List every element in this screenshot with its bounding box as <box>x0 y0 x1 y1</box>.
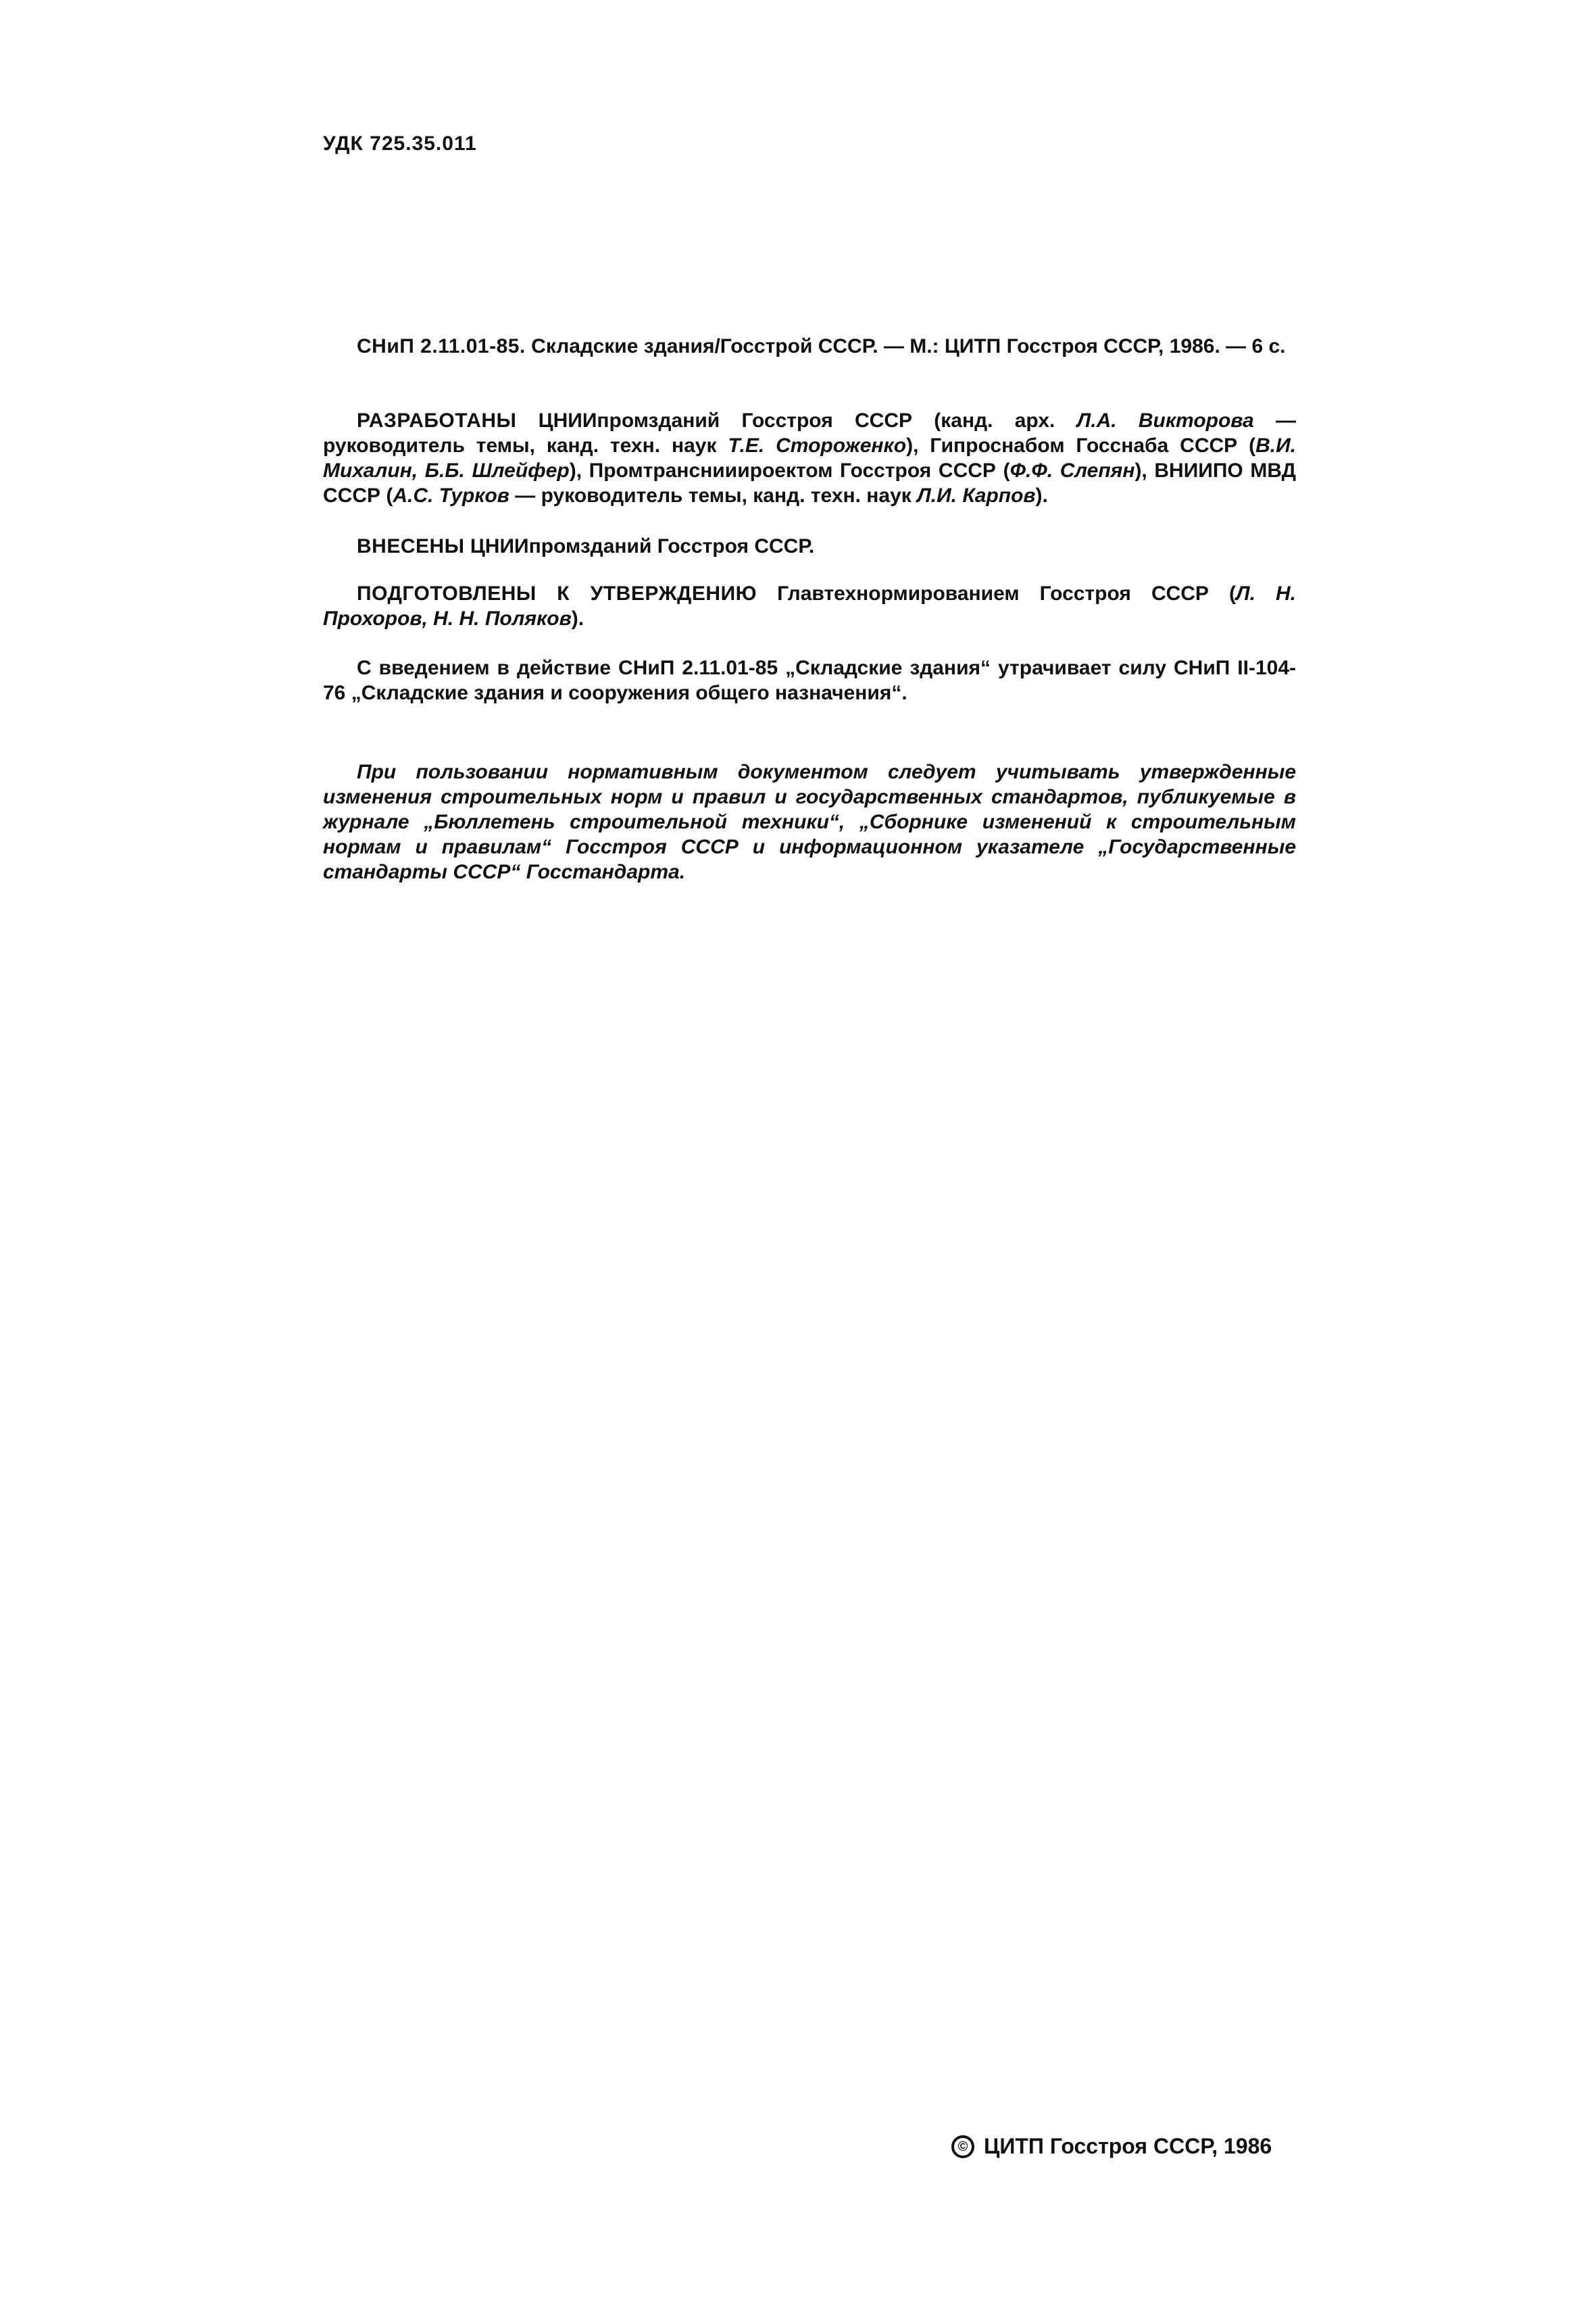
developed-text: — руководитель темы, канд. техн. наук <box>323 409 1296 457</box>
person-name: Т.Е. Стороженко <box>728 434 907 457</box>
citation-text: Складские здания/Госстрой СССР. — М.: ЦИТП Госстроя СССР, 1986. — 6 с. <box>525 335 1286 357</box>
developed-text: ), Промтранснииироектом Госстроя СССР ( <box>569 459 1010 482</box>
bibliographic-citation <box>323 334 1296 359</box>
introduced-by-paragraph <box>323 534 1296 559</box>
person-name: Л. Н. Прохоров, Н. Н. Поляков <box>323 582 1296 630</box>
prepared-text: ). <box>571 607 584 630</box>
introduced-label: ВНЕСЕНЫ <box>357 535 465 557</box>
person-name: Ф.Ф. Слепян <box>1009 459 1135 482</box>
replacement-text: С введением в действие СНиП 2.11.01-85 „Складские здания“ утрачивает силу СНиП II-104-76 „Складские здания и сооружения общего назначения“. <box>323 657 1296 704</box>
developed-text: — руководитель темы, канд. техн. наук <box>509 484 918 507</box>
usage-note-text: При пользовании нормативным документом следует учитывать утвержденные изменения строительных норм и правил и государственных стандартов, публикуемые в журнале „Бюллетень строительной техники“, „Сборнике изменений к строительным нормам и правилам“ Госстроя СССР и информационном указателе „Государственные стандарты СССР“ Госстандарта. <box>323 761 1296 883</box>
person-name: Л.А. Викторова <box>1076 409 1254 432</box>
developed-text: ), Гипроснабом Госснаба СССР ( <box>906 434 1256 457</box>
person-name: В.И. Михалин, Б.Б. Шлейфер <box>323 434 1296 482</box>
developed-text: ), ВНИИПО МВД СССР ( <box>323 459 1297 507</box>
copyright-line <box>951 2134 1272 2159</box>
prepared-text: Главтехнормированием Госстроя СССР ( <box>757 582 1236 605</box>
prepared-label: ПОДГОТОВЛЕНЫ К УТВЕРЖДЕНИЮ <box>357 582 757 605</box>
developed-text: ЦНИИпромзданий Госстроя СССР (канд. арх. <box>516 409 1077 432</box>
developed-by-paragraph <box>323 408 1296 508</box>
replacement-paragraph <box>323 655 1296 705</box>
copyright-icon: © <box>951 2135 974 2158</box>
developed-label: РАЗРАБОТАНЫ <box>357 409 517 432</box>
developed-text: ). <box>1035 484 1048 507</box>
introduced-text: ЦНИИпромзданий Госстроя СССР. <box>464 535 815 557</box>
document-code: СНиП 2.11.01-85. <box>357 335 526 357</box>
copyright-text: ЦИТП Госстроя СССР, 1986 <box>984 2134 1272 2158</box>
person-name: Л.И. Карпов <box>917 484 1036 507</box>
udk-code: УДК 725.35.011 <box>323 132 477 155</box>
usage-note <box>323 760 1296 885</box>
prepared-by-paragraph <box>323 581 1296 631</box>
person-name: А.С. Турков <box>393 484 509 507</box>
